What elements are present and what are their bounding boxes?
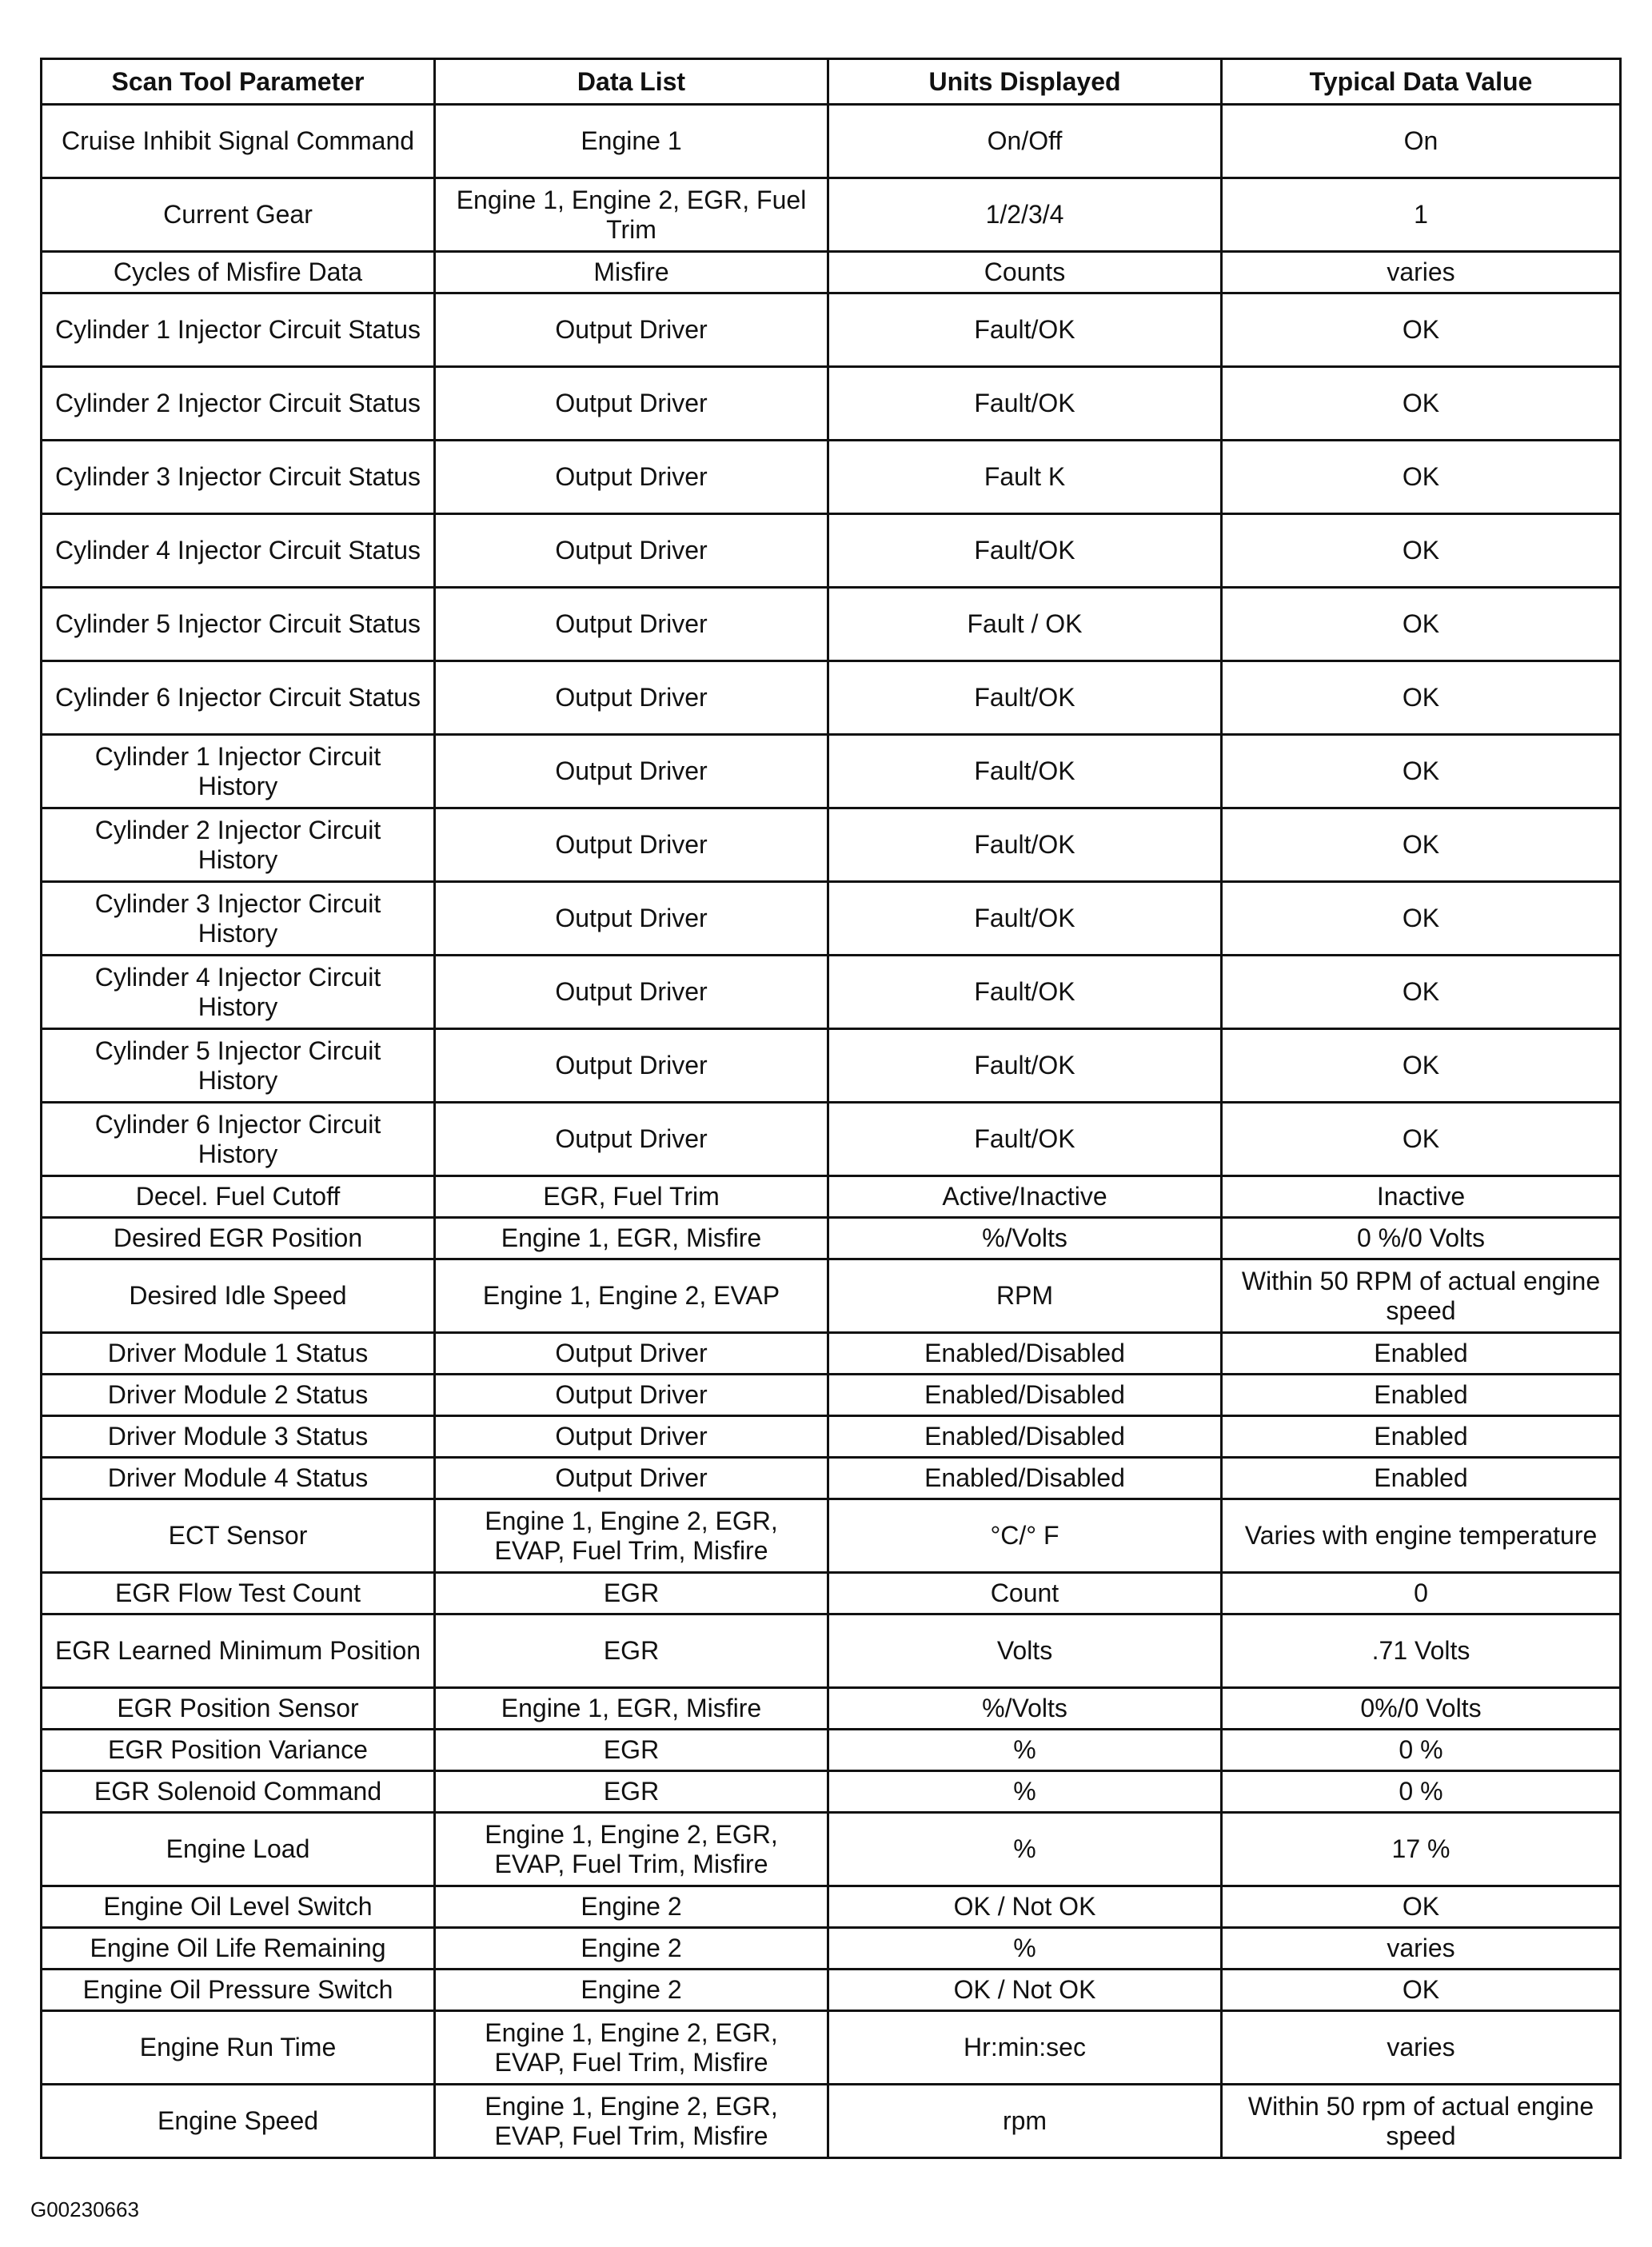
cell-units-displayed: % [828,1730,1222,1771]
cell-data-list: Engine 1, Engine 2, EGR, Fuel Trim [435,178,828,252]
table-row [42,1499,1621,1573]
table-row [42,252,1621,293]
cell-scan-tool-parameter: Cylinder 1 Injector Circuit History [42,735,435,808]
cell-units-displayed: Fault/OK [828,808,1222,882]
cell-typical-data-value: 0 % [1222,1771,1621,1813]
cell-typical-data-value: 17 % [1222,1813,1621,1886]
cell-units-displayed: Fault/OK [828,514,1222,588]
cell-scan-tool-parameter: EGR Learned Minimum Position [42,1614,435,1688]
cell-data-list: EGR [435,1730,828,1771]
cell-units-displayed: OK / Not OK [828,1886,1222,1928]
table-row [42,882,1621,956]
table-row [42,514,1621,588]
cell-data-list: Engine 1 [435,105,828,178]
table-row [42,1375,1621,1416]
table-header [42,59,1621,105]
cell-typical-data-value: Enabled [1222,1375,1621,1416]
cell-data-list: Output Driver [435,367,828,441]
cell-typical-data-value: Enabled [1222,1458,1621,1499]
table-row [42,2011,1621,2085]
cell-data-list: Output Driver [435,808,828,882]
cell-scan-tool-parameter: Engine Oil Level Switch [42,1886,435,1928]
cell-scan-tool-parameter: Cylinder 2 Injector Circuit History [42,808,435,882]
cell-scan-tool-parameter: Cylinder 6 Injector Circuit History [42,1103,435,1176]
cell-units-displayed: On/Off [828,105,1222,178]
cell-scan-tool-parameter: Engine Oil Pressure Switch [42,1970,435,2011]
cell-typical-data-value: 0 %/0 Volts [1222,1218,1621,1259]
cell-typical-data-value: OK [1222,661,1621,735]
cell-scan-tool-parameter: Driver Module 2 Status [42,1375,435,1416]
table-row [42,661,1621,735]
cell-units-displayed: Fault/OK [828,367,1222,441]
cell-units-displayed: °C/° F [828,1499,1222,1573]
cell-units-displayed: Fault/OK [828,956,1222,1029]
table-row [42,1103,1621,1176]
table-row [42,367,1621,441]
table-row [42,956,1621,1029]
cell-scan-tool-parameter: EGR Position Sensor [42,1688,435,1730]
cell-typical-data-value: OK [1222,441,1621,514]
cell-typical-data-value: OK [1222,1970,1621,2011]
header-units-displayed: Units Displayed [828,59,1222,105]
cell-data-list: Engine 1, Engine 2, EVAP [435,1259,828,1333]
cell-data-list: Output Driver [435,1416,828,1458]
cell-units-displayed: OK / Not OK [828,1970,1222,2011]
cell-data-list: EGR [435,1573,828,1614]
table-row [42,1333,1621,1375]
cell-typical-data-value: varies [1222,252,1621,293]
cell-scan-tool-parameter: EGR Flow Test Count [42,1573,435,1614]
cell-scan-tool-parameter: Driver Module 4 Status [42,1458,435,1499]
cell-typical-data-value: On [1222,105,1621,178]
cell-data-list: Engine 1, Engine 2, EGR, EVAP, Fuel Trim, Misfire [435,1813,828,1886]
table-body [42,105,1621,2158]
cell-scan-tool-parameter: Cylinder 5 Injector Circuit Status [42,588,435,661]
cell-scan-tool-parameter: EGR Position Variance [42,1730,435,1771]
cell-scan-tool-parameter: Decel. Fuel Cutoff [42,1176,435,1218]
cell-scan-tool-parameter: Cylinder 3 Injector Circuit History [42,882,435,956]
table-row [42,1928,1621,1970]
cell-typical-data-value: OK [1222,808,1621,882]
cell-typical-data-value: Inactive [1222,1176,1621,1218]
table-row [42,1730,1621,1771]
cell-scan-tool-parameter: Cylinder 4 Injector Circuit Status [42,514,435,588]
cell-data-list: Output Driver [435,514,828,588]
cell-typical-data-value: OK [1222,1886,1621,1928]
cell-typical-data-value: Within 50 rpm of actual engine speed [1222,2085,1621,2158]
figure-code: G00230663 [30,2197,139,2221]
cell-units-displayed: Enabled/Disabled [828,1333,1222,1375]
cell-typical-data-value: OK [1222,1029,1621,1103]
cell-scan-tool-parameter: Cylinder 6 Injector Circuit Status [42,661,435,735]
cell-typical-data-value: OK [1222,956,1621,1029]
cell-units-displayed: Fault / OK [828,588,1222,661]
header-data-list: Data List [435,59,828,105]
table-row [42,808,1621,882]
cell-typical-data-value: 1 [1222,178,1621,252]
table-row [42,1218,1621,1259]
cell-scan-tool-parameter: Cycles of Misfire Data [42,252,435,293]
table-row [42,105,1621,178]
cell-data-list: Output Driver [435,441,828,514]
cell-units-displayed: Fault/OK [828,1103,1222,1176]
cell-typical-data-value: OK [1222,293,1621,367]
cell-scan-tool-parameter: Driver Module 3 Status [42,1416,435,1458]
cell-typical-data-value: OK [1222,1103,1621,1176]
cell-units-displayed: Enabled/Disabled [828,1416,1222,1458]
cell-scan-tool-parameter: Cylinder 2 Injector Circuit Status [42,367,435,441]
cell-scan-tool-parameter: Engine Oil Life Remaining [42,1928,435,1970]
cell-scan-tool-parameter: Engine Speed [42,2085,435,2158]
cell-data-list: Output Driver [435,293,828,367]
cell-data-list: Output Driver [435,1333,828,1375]
cell-typical-data-value: OK [1222,514,1621,588]
cell-typical-data-value: varies [1222,1928,1621,1970]
cell-data-list: EGR [435,1771,828,1813]
table-row [42,1573,1621,1614]
table-row [42,293,1621,367]
cell-units-displayed: 1/2/3/4 [828,178,1222,252]
cell-data-list: Engine 2 [435,1970,828,2011]
cell-units-displayed: Enabled/Disabled [828,1458,1222,1499]
cell-typical-data-value: Varies with engine temperature [1222,1499,1621,1573]
table-row [42,1458,1621,1499]
cell-units-displayed: %/Volts [828,1688,1222,1730]
cell-typical-data-value: Within 50 RPM of actual engine speed [1222,1259,1621,1333]
table-row [42,178,1621,252]
cell-units-displayed: Fault K [828,441,1222,514]
cell-scan-tool-parameter: Desired EGR Position [42,1218,435,1259]
cell-scan-tool-parameter: Cylinder 1 Injector Circuit Status [42,293,435,367]
cell-units-displayed: Hr:min:sec [828,2011,1222,2085]
cell-units-displayed: % [828,1813,1222,1886]
header-scan-tool-parameter: Scan Tool Parameter [42,59,435,105]
cell-units-displayed: Fault/OK [828,661,1222,735]
table-row [42,441,1621,514]
cell-typical-data-value: 0%/0 Volts [1222,1688,1621,1730]
cell-typical-data-value: Enabled [1222,1333,1621,1375]
cell-units-displayed: Fault/OK [828,1029,1222,1103]
cell-units-displayed: Enabled/Disabled [828,1375,1222,1416]
cell-typical-data-value: Enabled [1222,1416,1621,1458]
header-typical-data-value: Typical Data Value [1222,59,1621,105]
cell-units-displayed: RPM [828,1259,1222,1333]
table-row [42,1970,1621,2011]
cell-data-list: EGR [435,1614,828,1688]
cell-units-displayed: Fault/OK [828,293,1222,367]
cell-data-list: EGR, Fuel Trim [435,1176,828,1218]
cell-data-list: Output Driver [435,661,828,735]
table-row [42,735,1621,808]
header-row [42,59,1621,105]
table-row [42,1259,1621,1333]
cell-scan-tool-parameter: Cylinder 4 Injector Circuit History [42,956,435,1029]
cell-units-displayed: rpm [828,2085,1222,2158]
cell-data-list: Engine 1, Engine 2, EGR, EVAP, Fuel Trim, Misfire [435,2011,828,2085]
cell-scan-tool-parameter: ECT Sensor [42,1499,435,1573]
cell-data-list: Misfire [435,252,828,293]
table-row [42,1176,1621,1218]
cell-units-displayed: Fault/OK [828,735,1222,808]
table-row [42,1614,1621,1688]
cell-units-displayed: Fault/OK [828,882,1222,956]
cell-data-list: Output Driver [435,735,828,808]
cell-typical-data-value: OK [1222,588,1621,661]
cell-units-displayed: %/Volts [828,1218,1222,1259]
cell-data-list: Output Driver [435,588,828,661]
table-row [42,1813,1621,1886]
cell-typical-data-value: OK [1222,735,1621,808]
table-row [42,588,1621,661]
table-row [42,1771,1621,1813]
cell-typical-data-value: OK [1222,367,1621,441]
cell-units-displayed: % [828,1928,1222,1970]
cell-units-displayed: Count [828,1573,1222,1614]
cell-data-list: Engine 1, Engine 2, EGR, EVAP, Fuel Trim, Misfire [435,1499,828,1573]
cell-scan-tool-parameter: Driver Module 1 Status [42,1333,435,1375]
cell-data-list: Engine 1, EGR, Misfire [435,1688,828,1730]
scan-tool-data-table [40,58,1622,2159]
table-row [42,1886,1621,1928]
table-row [42,1029,1621,1103]
table-row [42,1416,1621,1458]
cell-scan-tool-parameter: Desired Idle Speed [42,1259,435,1333]
cell-scan-tool-parameter: EGR Solenoid Command [42,1771,435,1813]
cell-scan-tool-parameter: Cylinder 3 Injector Circuit Status [42,441,435,514]
cell-data-list: Output Driver [435,1103,828,1176]
cell-scan-tool-parameter: Current Gear [42,178,435,252]
cell-scan-tool-parameter: Engine Run Time [42,2011,435,2085]
cell-data-list: Engine 1, Engine 2, EGR, EVAP, Fuel Trim, Misfire [435,2085,828,2158]
cell-data-list: Output Driver [435,1029,828,1103]
cell-scan-tool-parameter: Engine Load [42,1813,435,1886]
cell-units-displayed: % [828,1771,1222,1813]
cell-typical-data-value: 0 [1222,1573,1621,1614]
cell-scan-tool-parameter: Cylinder 5 Injector Circuit History [42,1029,435,1103]
cell-units-displayed: Active/Inactive [828,1176,1222,1218]
cell-data-list: Engine 2 [435,1928,828,1970]
cell-typical-data-value: OK [1222,882,1621,956]
cell-data-list: Output Driver [435,882,828,956]
cell-data-list: Engine 2 [435,1886,828,1928]
table-row [42,2085,1621,2158]
cell-scan-tool-parameter: Cruise Inhibit Signal Command [42,105,435,178]
cell-data-list: Output Driver [435,956,828,1029]
cell-typical-data-value: 0 % [1222,1730,1621,1771]
cell-units-displayed: Volts [828,1614,1222,1688]
cell-typical-data-value: .71 Volts [1222,1614,1621,1688]
cell-data-list: Output Driver [435,1458,828,1499]
cell-units-displayed: Counts [828,252,1222,293]
cell-data-list: Engine 1, EGR, Misfire [435,1218,828,1259]
table-row [42,1688,1621,1730]
cell-data-list: Output Driver [435,1375,828,1416]
cell-typical-data-value: varies [1222,2011,1621,2085]
